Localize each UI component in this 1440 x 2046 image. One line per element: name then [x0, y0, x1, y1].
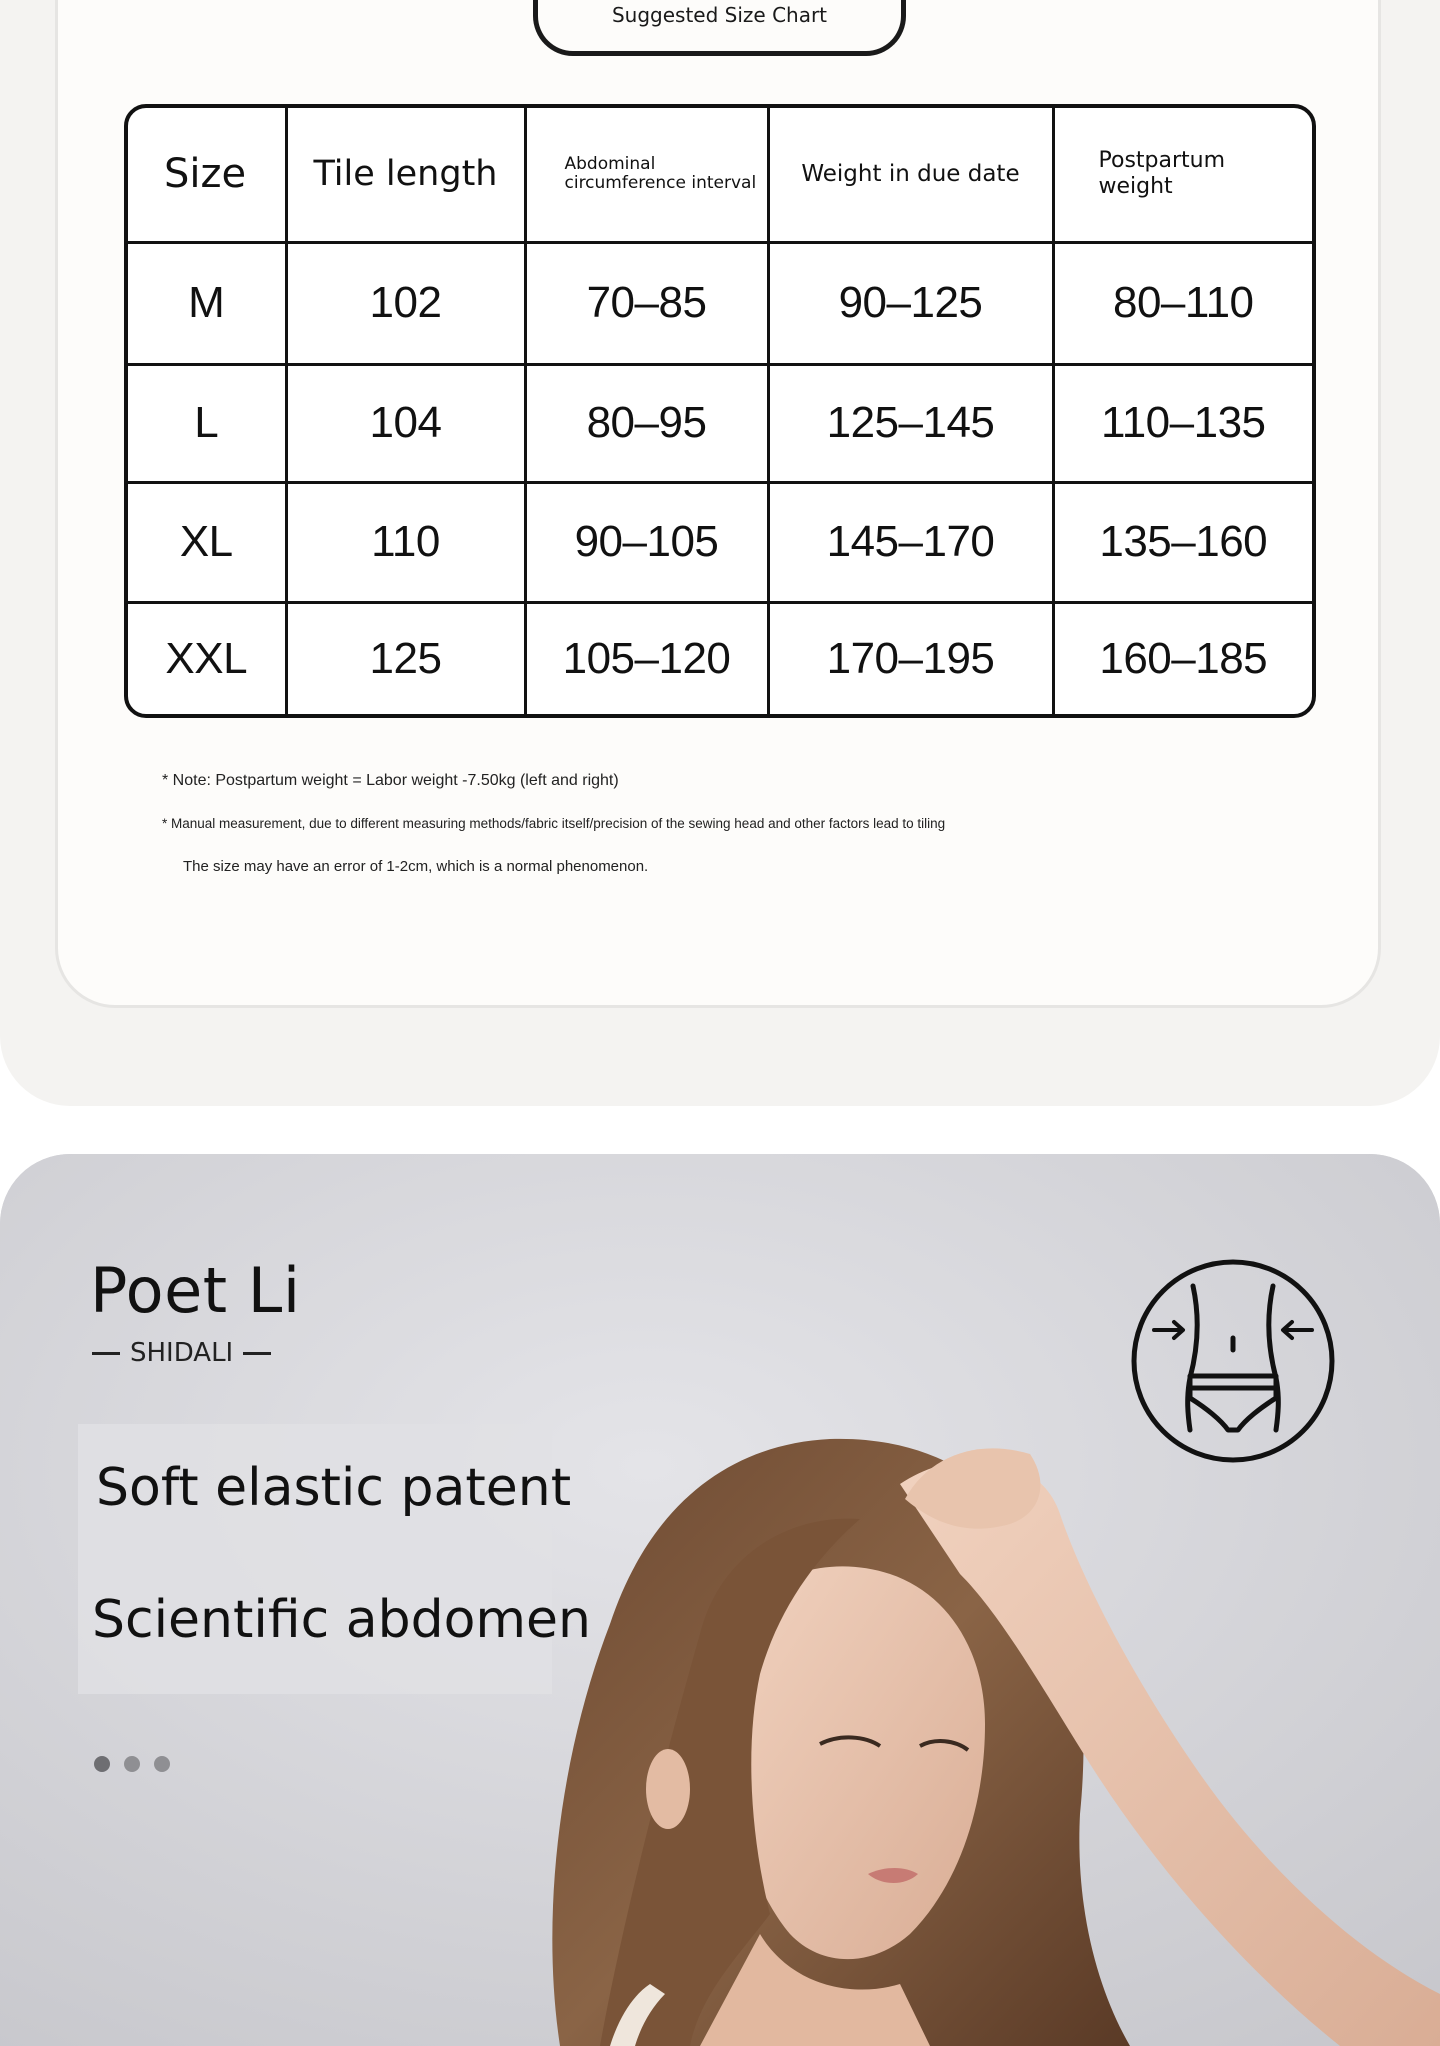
dash-right: [243, 1352, 271, 1355]
header-abdominal-line2: circumference interval: [564, 173, 757, 194]
brand-subtitle: [92, 1338, 271, 1368]
carousel-dot[interactable]: [124, 1756, 140, 1772]
cell-weight-due: 125–145: [768, 364, 1053, 482]
cell-tile-length: 110: [286, 482, 525, 602]
cell-tile-length: 125: [286, 602, 525, 714]
cell-postpartum: 135–160: [1053, 482, 1312, 602]
size-table: [124, 104, 1316, 718]
size-chart-title: Suggested Size Chart: [611, 3, 828, 27]
waist-shaping-icon: [1130, 1258, 1336, 1464]
table-row: [128, 602, 1312, 714]
header-abdominal-line1: Abdominal: [564, 154, 656, 175]
table-row: [128, 482, 1312, 602]
product-hero-banner: [0, 1154, 1440, 2046]
cell-abdominal: 70–85: [525, 242, 768, 364]
carousel-dots[interactable]: [94, 1756, 170, 1772]
brand-name: Poet Li: [90, 1254, 301, 1327]
cell-size: XXL: [128, 602, 286, 714]
table-row: [128, 242, 1312, 364]
cell-size: XL: [128, 482, 286, 602]
header-postpartum-line2: weight: [1098, 174, 1173, 200]
brand-subtitle-text: SHIDALI: [130, 1338, 234, 1368]
cell-tile-length: 104: [286, 364, 525, 482]
size-table-header-row: [128, 108, 1312, 242]
cell-weight-due: 90–125: [768, 242, 1053, 364]
cell-size: L: [128, 364, 286, 482]
note-postpartum-weight: * Note: Postpartum weight = Labor weight -7.50kg (left and right): [162, 772, 619, 789]
cell-size: M: [128, 242, 286, 364]
header-postpartum-weight: [1053, 108, 1312, 242]
cell-postpartum: 110–135: [1053, 364, 1312, 482]
header-postpartum-line1: Postpartum: [1098, 148, 1226, 174]
cell-tile-length: 102: [286, 242, 525, 364]
cell-abdominal: 80–95: [525, 364, 768, 482]
header-size: Size: [128, 108, 286, 242]
dash-left: [92, 1352, 120, 1355]
cell-postpartum: 80–110: [1053, 242, 1312, 364]
note-size-error: The size may have an error of 1-2cm, which is a normal phenomenon.: [183, 858, 649, 875]
cell-abdominal: 105–120: [525, 602, 768, 714]
cell-weight-due: 170–195: [768, 602, 1053, 714]
cell-weight-due: 145–170: [768, 482, 1053, 602]
header-weight-due-date: Weight in due date: [768, 108, 1053, 242]
tagline-soft-elastic: Soft elastic patent: [96, 1458, 572, 1518]
header-tile-length: Tile length: [286, 108, 525, 242]
cell-abdominal: 90–105: [525, 482, 768, 602]
table-row: [128, 364, 1312, 482]
carousel-dot[interactable]: [154, 1756, 170, 1772]
tagline-scientific-abdomen: Scientific abdomen: [92, 1590, 592, 1650]
cell-postpartum: 160–185: [1053, 602, 1312, 714]
carousel-dot[interactable]: [94, 1756, 110, 1772]
note-manual-measurement: * Manual measurement, due to different measuring methods/fabric itself/precision of the sewing head and other factors lead to tiling: [162, 816, 946, 831]
header-abdominal: [525, 108, 768, 242]
size-chart-title-badge: [533, 0, 906, 56]
